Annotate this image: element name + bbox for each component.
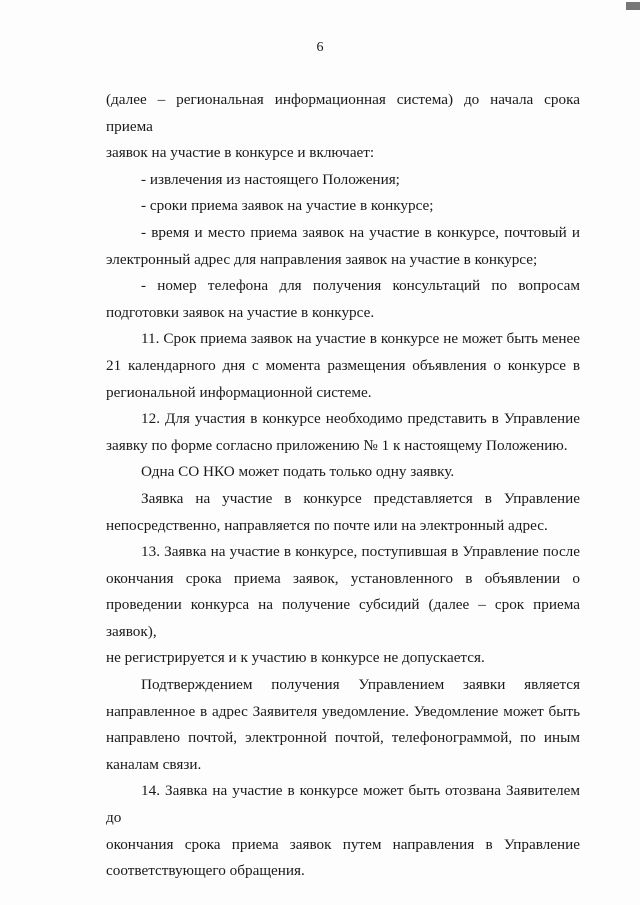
text-line: 21 календарного дня с момента размещения объявления о конкурсе в (106, 356, 580, 374)
text-line: направлено почтой, электронной почтой, телефонограммой, по иным (106, 729, 580, 747)
paragraph: Заявка на участие в конкурсе представляется в Управление (141, 489, 580, 507)
list-item: - сроки приема заявок на участие в конкурсе; (141, 197, 434, 215)
text-line: каналам связи. (106, 755, 202, 773)
page-number: 6 (316, 40, 324, 55)
text-line: электронный адрес для направления заявок на участие в конкурсе; (106, 250, 538, 268)
list-item: - номер телефона для получения консультаций по вопросам (141, 277, 580, 295)
text-line: заявку по форме согласно приложению № 1 к настоящему Положению. (106, 436, 568, 454)
text-line: региональной информационной системе. (106, 383, 372, 401)
text-line: подготовки заявок на участие в конкурсе. (106, 303, 375, 321)
text-line: направленное в адрес Заявителя уведомление. Уведомление может быть (106, 702, 580, 720)
scan-corner-mark (626, 2, 640, 10)
text-line: соответствующего обращения. (106, 862, 305, 880)
text-line: (далее – региональная информационная система) до начала срока приема (106, 91, 580, 135)
list-item: - время и место приема заявок на участие в конкурсе, почтовый и (141, 223, 580, 241)
text-line: окончания срока приема заявок, установленного в объявлении о (106, 569, 580, 587)
text-line: проведении конкурса на получение субсидий (далее – срок приема заявок), (106, 596, 580, 640)
paragraph-12: 12. Для участия в конкурсе необходимо представить в Управление (141, 410, 580, 428)
text-line: заявок на участие в конкурсе и включает: (106, 144, 375, 162)
paragraph-11: 11. Срок приема заявок на участие в конкурсе не может быть менее (141, 330, 580, 348)
paragraph: Подтверждением получения Управлением заявки является (141, 676, 580, 694)
text-line: непосредственно, направляется по почте или на электронный адрес. (106, 516, 548, 534)
document-body (106, 87, 580, 885)
text-line: не регистрируется и к участию в конкурсе не допускается. (106, 649, 485, 667)
paragraph-14: 14. Заявка на участие в конкурсе может быть отозвана Заявителем до (106, 782, 580, 827)
text-line: окончания срока приема заявок путем направления в Управление (106, 835, 580, 853)
paragraph: Одна СО НКО может подать только одну заявку. (141, 463, 455, 481)
list-item: - извлечения из настоящего Положения; (141, 170, 400, 188)
paragraph-13: 13. Заявка на участие в конкурсе, поступившая в Управление после (141, 543, 580, 561)
